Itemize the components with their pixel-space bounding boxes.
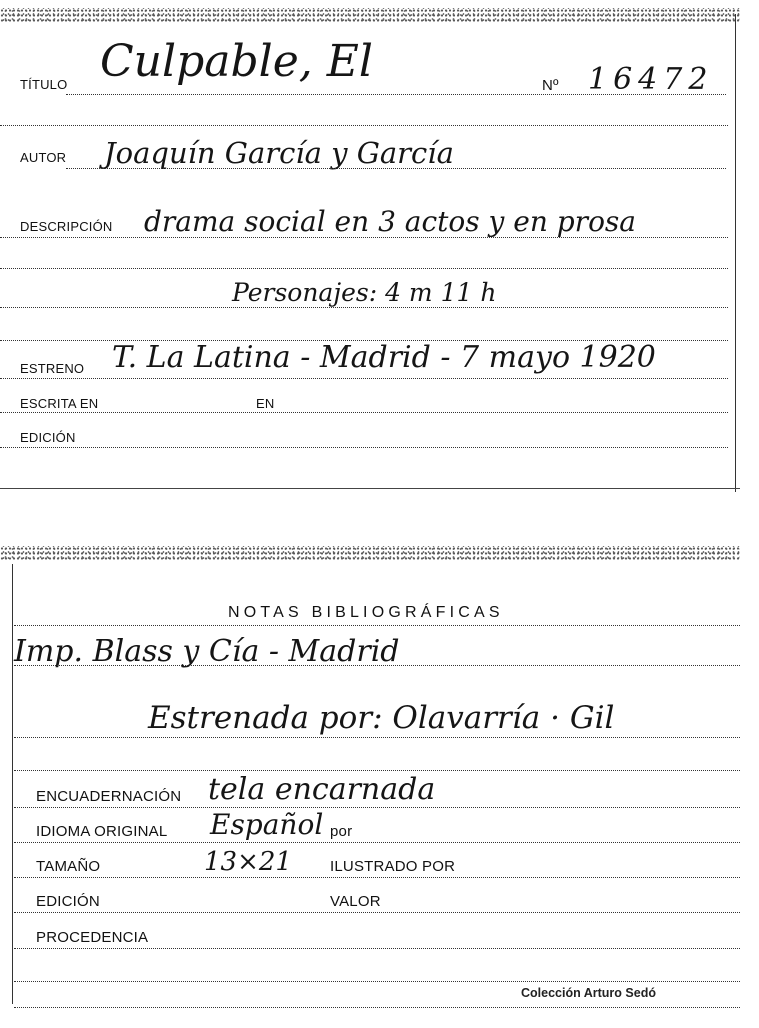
titulo-value: Culpable, El bbox=[100, 36, 373, 87]
tamano-line bbox=[14, 877, 740, 878]
card-top-edge bbox=[0, 546, 740, 560]
encuadernacion-label: ENCUADERNACIÓN bbox=[36, 788, 182, 805]
procedencia-label: PROCEDENCIA bbox=[36, 929, 149, 946]
procedencia-line bbox=[14, 948, 740, 949]
bottom-rule bbox=[14, 1007, 740, 1008]
numero-label: Nº bbox=[542, 77, 559, 94]
card-left-border bbox=[12, 564, 13, 1004]
en-label: EN bbox=[256, 396, 275, 411]
edicion-label: EDICIÓN bbox=[20, 430, 76, 445]
idioma-label: IDIOMA ORIGINAL bbox=[36, 823, 168, 840]
bottom-rule bbox=[14, 981, 740, 982]
autor-label: AUTOR bbox=[20, 150, 67, 165]
rule-line bbox=[0, 125, 728, 126]
escrita-en-label: ESCRITA EN bbox=[20, 396, 99, 411]
estreno-value: T. La Latina - Madrid - 7 mayo 1920 bbox=[112, 340, 656, 375]
card-top-edge bbox=[0, 8, 740, 22]
card-bottom-edge bbox=[0, 488, 740, 489]
tamano-value: 13×21 bbox=[204, 847, 292, 877]
edicion-line bbox=[0, 447, 728, 448]
autor-value: Joaquín García y García bbox=[104, 136, 454, 170]
autor-line bbox=[66, 168, 726, 169]
tamano-label: TAMAÑO bbox=[36, 858, 101, 875]
ilustrado-label: ILUSTRADO POR bbox=[330, 858, 456, 875]
rule-line bbox=[0, 268, 728, 269]
personajes-line bbox=[0, 307, 728, 308]
escrita-line bbox=[0, 412, 728, 413]
personajes-value: Personajes: 4 m 11 h bbox=[232, 278, 497, 307]
catalog-card-front bbox=[0, 0, 740, 492]
descripcion-line bbox=[0, 237, 728, 238]
collection-credit: Colección Arturo Sedó bbox=[521, 986, 656, 1000]
nota-line-1: Imp. Blass y Cía - Madrid bbox=[14, 634, 400, 669]
encuadernacion-value: tela encarnada bbox=[208, 772, 436, 807]
estreno-line bbox=[0, 378, 728, 379]
idioma-line bbox=[14, 842, 740, 843]
nota-rule bbox=[14, 770, 740, 771]
card-right-border bbox=[735, 14, 736, 492]
estreno-label: ESTRENO bbox=[20, 361, 85, 376]
notas-bibliograficas-title: NOTAS BIBLIOGRÁFICAS bbox=[228, 604, 504, 621]
numero-value: 16472 bbox=[588, 62, 714, 97]
descripcion-label: DESCRIPCIÓN bbox=[20, 219, 113, 234]
valor-label: VALOR bbox=[330, 893, 381, 910]
edicion-back-line bbox=[14, 912, 740, 913]
descripcion-value: drama social en 3 actos y en prosa bbox=[144, 205, 636, 238]
nota-rule bbox=[14, 665, 740, 666]
edicion-back-label: EDICIÓN bbox=[36, 893, 100, 910]
notas-line bbox=[14, 625, 740, 626]
encuadernacion-line bbox=[14, 807, 740, 808]
titulo-line bbox=[66, 94, 726, 95]
titulo-label: TÍTULO bbox=[20, 77, 68, 92]
idioma-value: Español bbox=[210, 808, 324, 841]
nota-rule bbox=[14, 737, 740, 738]
por-label: por bbox=[330, 823, 353, 840]
nota-line-2: Estrenada por: Olavarría · Gil bbox=[148, 700, 615, 736]
